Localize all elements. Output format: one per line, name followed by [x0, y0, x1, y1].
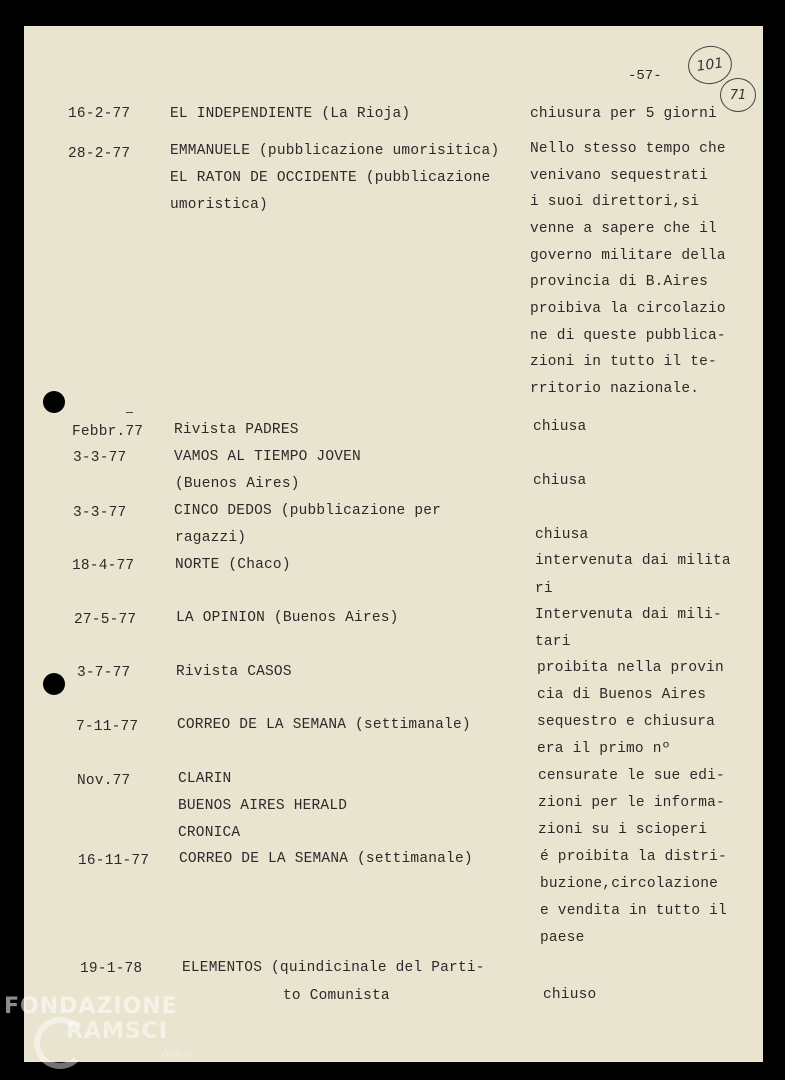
entry-date: 16-11-77 — [78, 853, 150, 869]
entry-action: Nello stesso tempo che — [530, 141, 726, 157]
entry-publication: NORTE (Chaco) — [175, 557, 291, 573]
entry-date: 28-2-77 — [68, 146, 131, 162]
entry-action: é proibita la distri- — [540, 849, 727, 865]
entry-action: i suoi direttori,si — [530, 194, 700, 210]
punch-hole — [43, 391, 65, 413]
watermark-logo-line2: RAMSCI — [66, 1019, 169, 1044]
entry-publication: CLARIN — [178, 771, 232, 787]
entry-publication: Rivista PADRES — [174, 422, 299, 438]
entry-publication: umoristica) — [170, 197, 268, 213]
entry-date: 3-3-77 — [73, 505, 127, 521]
entry-action: provincia di B.Aires — [530, 274, 709, 290]
entry-date: 3-7-77 — [77, 665, 131, 681]
watermark-logo-line3: onlus — [162, 1048, 192, 1061]
entry-action: ri — [535, 581, 553, 597]
entry-action: chiuso — [543, 987, 597, 1003]
archive-stamp-primary: 101 — [686, 43, 735, 87]
entry-action: zioni in tutto il te- — [530, 354, 717, 370]
page-number: -57- — [628, 68, 662, 84]
entry-action: chiusura per 5 giorni — [530, 106, 717, 122]
entry-action: Intervenuta dai mili- — [535, 607, 722, 623]
entry-action: e vendita in tutto il — [540, 903, 727, 919]
watermark-logo: FONDAZIONE — [4, 994, 178, 1019]
margin-mark — [126, 412, 133, 413]
entry-date: 3-3-77 — [73, 450, 127, 466]
entry-publication: Rivista CASOS — [176, 664, 292, 680]
entry-date: 27-5-77 — [74, 612, 137, 628]
entry-action: tari — [535, 634, 571, 650]
entry-publication: ELEMENTOS (quindicinale del Parti- — [182, 960, 485, 976]
entry-action: buzione,circolazione — [540, 876, 719, 892]
entry-action: proibiva la circolazio — [530, 301, 726, 317]
archive-stamp-secondary: 71 — [720, 78, 756, 112]
entry-publication: EL RATON DE OCCIDENTE (pubblicazione — [170, 170, 491, 186]
entry-date: 19-1-78 — [80, 961, 143, 977]
entry-action: chiusa — [535, 527, 589, 543]
punch-hole — [43, 673, 65, 695]
entry-action: venne a sapere che il — [530, 221, 717, 237]
entry-date: 18-4-77 — [72, 558, 135, 574]
entry-publication: BUENOS AIRES HERALD — [178, 798, 348, 814]
entry-action: proibita nella provin — [537, 660, 724, 676]
entry-action: zioni su i scioperi — [538, 822, 708, 838]
entry-publication: (Buenos Aires) — [175, 476, 300, 492]
entry-action: paese — [540, 930, 585, 946]
entry-action: rritorio nazionale. — [530, 381, 700, 397]
entry-publication: LA OPINION (Buenos Aires) — [176, 610, 399, 626]
entry-action: intervenuta dai milita — [535, 553, 731, 569]
entry-date: 7-11-77 — [76, 719, 139, 735]
entry-date: 16-2-77 — [68, 106, 131, 122]
entry-publication: CORREO DE LA SEMANA (settimanale) — [177, 717, 471, 733]
entry-publication: to Comunista — [283, 988, 390, 1004]
entry-action: censurate le sue edi- — [538, 768, 725, 784]
entry-action: chiusa — [533, 419, 587, 435]
entry-action: venivano sequestrati — [530, 168, 709, 184]
entry-date: Nov.77 — [77, 773, 131, 789]
entry-publication: CINCO DEDOS (pubblicazione per — [174, 503, 442, 519]
entry-publication: CRONICA — [178, 825, 241, 841]
entry-action: sequestro e chiusura — [537, 714, 716, 730]
entry-publication: EL INDEPENDIENTE (La Rioja) — [170, 106, 411, 122]
entry-action: zioni per le informa- — [538, 795, 725, 811]
entry-publication: ragazzi) — [175, 530, 247, 546]
entry-action: governo militare della — [530, 248, 726, 264]
entry-action: era il primo nº — [537, 741, 671, 757]
entry-action: chiusa — [533, 473, 587, 489]
entry-publication: CORREO DE LA SEMANA (settimanale) — [179, 851, 473, 867]
entry-publication: EMMANUELE (pubblicazione umorisitica) — [170, 143, 500, 159]
entry-publication: VAMOS AL TIEMPO JOVEN — [174, 449, 361, 465]
entry-action: ne di queste pubblica- — [530, 328, 726, 344]
entry-action: cia di Buenos Aires — [537, 687, 707, 703]
entry-date: Febbr.77 — [72, 424, 144, 440]
